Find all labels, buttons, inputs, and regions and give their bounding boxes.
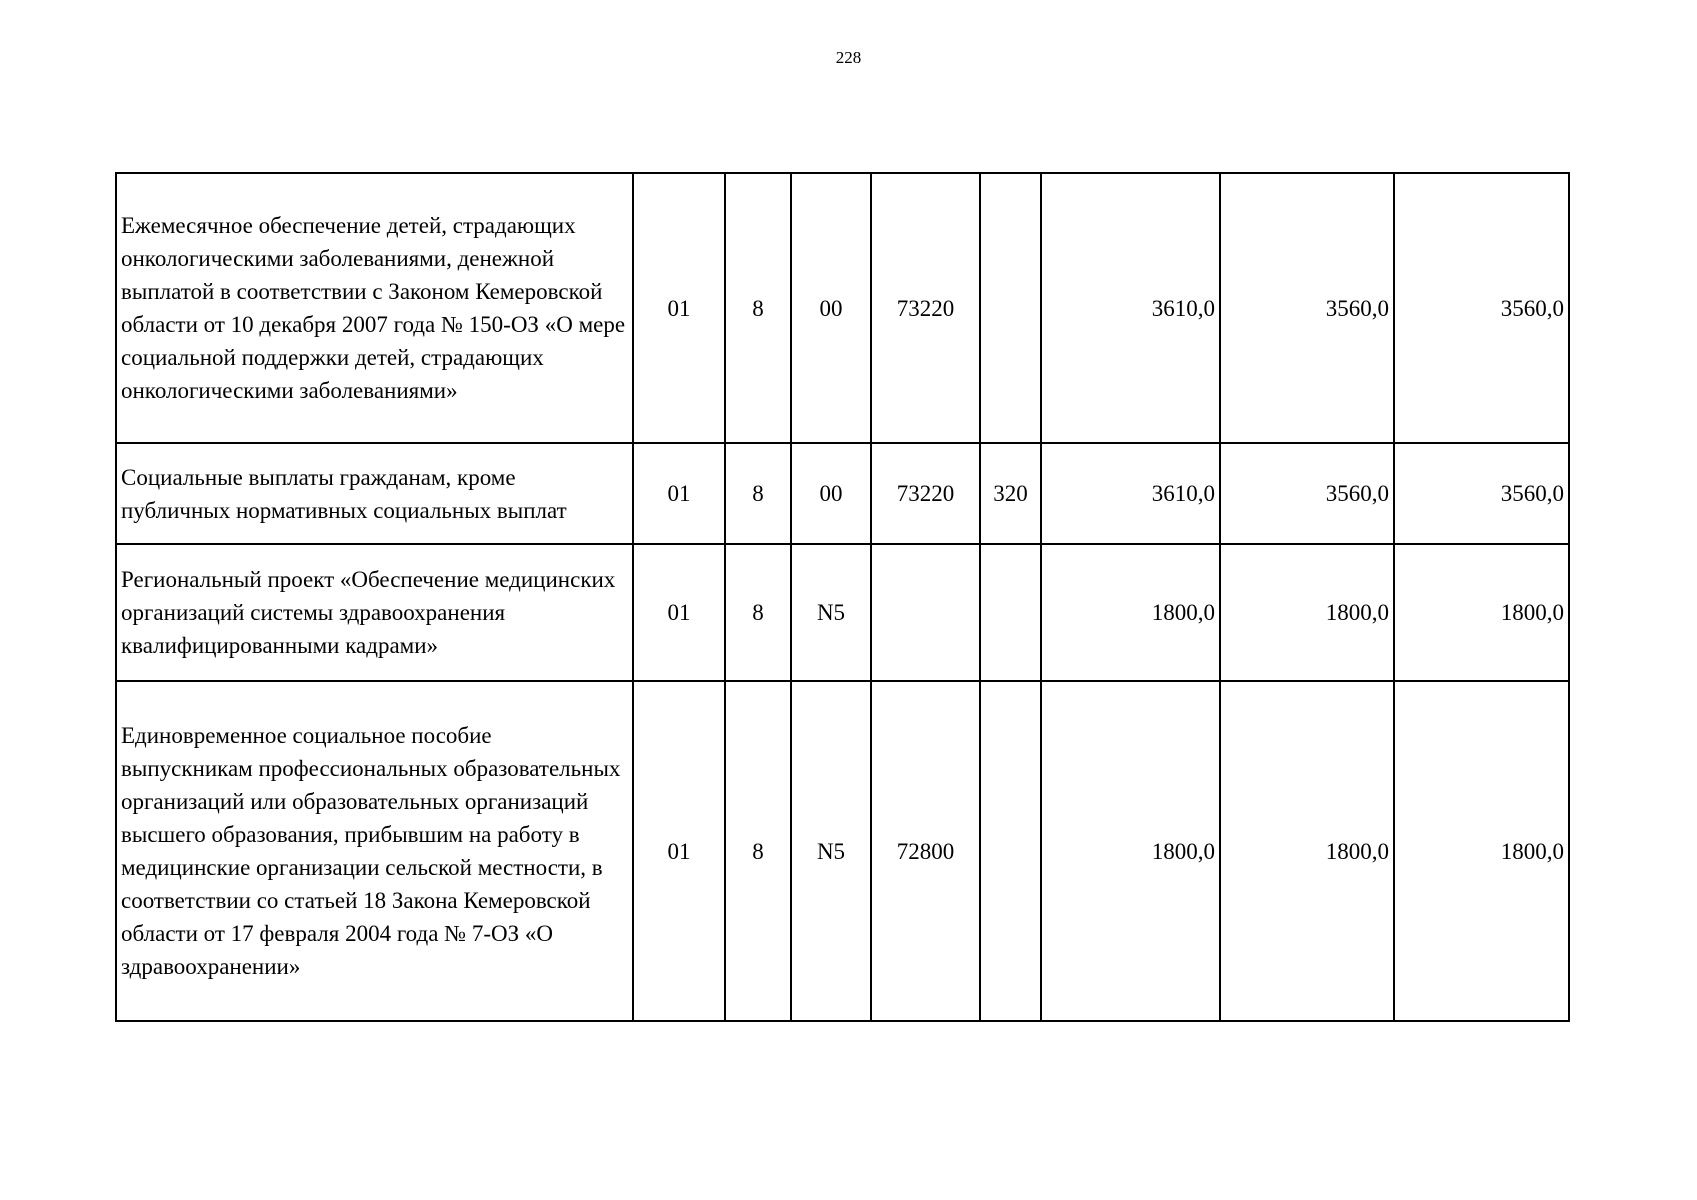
amount-cell: 3610,0 [1041, 443, 1220, 544]
code-cell [980, 681, 1041, 1021]
amount-cell: 1800,0 [1394, 544, 1569, 681]
code-cell: 8 [725, 544, 791, 681]
code-cell: 8 [725, 443, 791, 544]
code-cell [871, 544, 980, 681]
code-cell: 01 [633, 443, 725, 544]
code-cell: 8 [725, 173, 791, 443]
code-cell: 01 [633, 173, 725, 443]
amount-cell: 1800,0 [1041, 681, 1220, 1021]
code-cell: 73220 [871, 443, 980, 544]
amount-cell: 3560,0 [1220, 173, 1394, 443]
code-cell [980, 544, 1041, 681]
code-cell: 73220 [871, 173, 980, 443]
code-cell: N5 [791, 544, 871, 681]
amount-cell: 1800,0 [1041, 544, 1220, 681]
row-description: Ежемесячное обеспечение детей, страдающих онкологическими заболеваниями, денежной выплатой в соответствии с Законом Кемеровской области от 10 декабря 2007 года № 150-ОЗ «О мере социальной поддержки детей, страдающих онкологическими заболеваниями» [116, 173, 633, 443]
code-cell [980, 173, 1041, 443]
page-number: 228 [835, 48, 862, 67]
code-cell: 01 [633, 681, 725, 1021]
table-row [116, 443, 1569, 544]
amount-cell: 3560,0 [1394, 173, 1569, 443]
amount-cell: 3560,0 [1394, 443, 1569, 544]
code-cell: 8 [725, 681, 791, 1021]
code-cell: 00 [791, 443, 871, 544]
table-row [116, 173, 1569, 443]
code-cell: 320 [980, 443, 1041, 544]
code-cell: 00 [791, 173, 871, 443]
table-row [116, 544, 1569, 681]
code-cell: 72800 [871, 681, 980, 1021]
amount-cell: 1800,0 [1220, 681, 1394, 1021]
amount-cell: 3560,0 [1220, 443, 1394, 544]
amount-cell: 1800,0 [1394, 681, 1569, 1021]
amount-cell: 3610,0 [1041, 173, 1220, 443]
row-description: Единовременное социальное пособие выпускникам профессиональных образовательных организаций или образовательных организаций высшего образования, прибывшим на работу в медицинские организации сельской местности, в соответствии со статьей 18 Закона Кемеровской области от 17 февраля 2004 года № 7-ОЗ «О здравоохранении» [116, 681, 633, 1021]
row-description: Региональный проект «Обеспечение медицинских организаций системы здравоохранения квалифицированными кадрами» [116, 544, 633, 681]
row-description: Социальные выплаты гражданам, кроме публичных нормативных социальных выплат [116, 443, 633, 544]
budget-table [115, 172, 1570, 1022]
code-cell: 01 [633, 544, 725, 681]
code-cell: N5 [791, 681, 871, 1021]
amount-cell: 1800,0 [1220, 544, 1394, 681]
table-row [116, 681, 1569, 1021]
